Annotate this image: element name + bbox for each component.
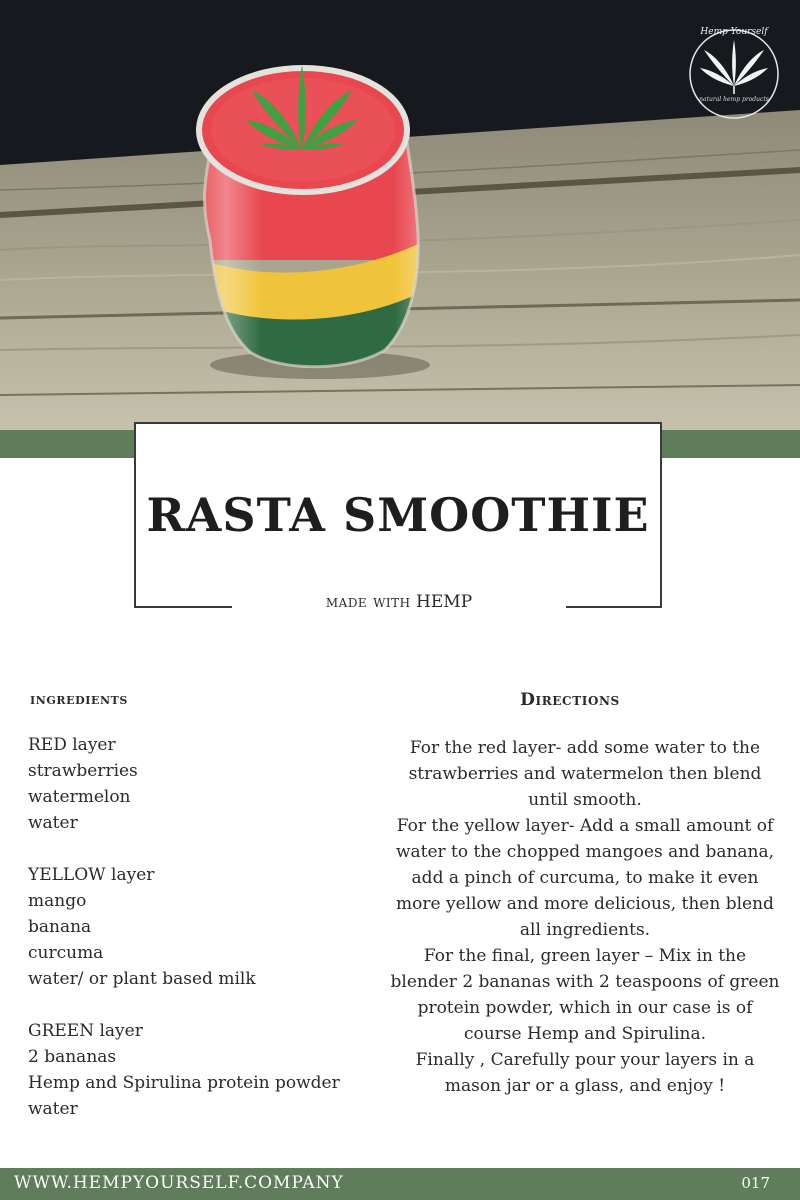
ingredient-item: water/ or plant based milk: [28, 969, 256, 989]
subtitle: [232, 592, 566, 612]
ingredient-item: watermelon: [28, 787, 131, 807]
ingredient-item: Hemp and Spirulina protein powder: [28, 1073, 340, 1093]
ingredient-item: water: [28, 813, 78, 833]
directions-text: [386, 735, 784, 1099]
directions-line: protein powder, which in our case is of: [417, 998, 753, 1018]
directions-line: more yellow and more delicious, then blend: [396, 894, 774, 914]
page-title: RASTA SMOOTHIE: [146, 488, 650, 542]
ingredients-list: [28, 732, 378, 1122]
smoothie-jar-illustration: [0, 0, 800, 432]
list-spacer: [28, 992, 378, 1018]
footer-bar: [0, 1168, 800, 1200]
ingredients-heading: ingredients: [30, 690, 128, 708]
subtitle-highlight: HEMP: [416, 592, 473, 612]
directions-line: until smooth.: [528, 790, 642, 810]
directions-line: course Hemp and Spirulina.: [463, 1024, 707, 1044]
list-spacer: [28, 836, 378, 862]
directions-line: water to the chopped mangoes and banana,: [395, 842, 775, 862]
subtitle-prefix: made with: [325, 592, 411, 612]
layer-label-yellow: YELLOW layer: [28, 865, 155, 885]
directions-line: For the yellow layer- Add a small amount of: [396, 816, 774, 836]
logo-brand: Hemp Yourself: [700, 27, 768, 37]
ingredient-item: water: [28, 1099, 78, 1119]
ingredient-item: strawberries: [28, 761, 138, 781]
directions-line: all ingredients.: [519, 920, 651, 940]
directions-line: add a pinch of curcuma, to make it even: [411, 868, 759, 888]
page-number: 017: [741, 1174, 770, 1192]
directions-line: Finally , Carefully pour your layers in a: [415, 1050, 755, 1070]
directions-line: strawberries and watermelon then blend: [408, 764, 762, 784]
ingredient-item: mango: [28, 891, 87, 911]
logo-tagline: natural hemp products: [699, 96, 769, 103]
directions-line: For the final, green layer – Mix in the: [423, 946, 747, 966]
ingredient-item: curcuma: [28, 943, 104, 963]
directions-line: blender 2 bananas with 2 teaspoons of green: [390, 972, 780, 992]
directions-line: mason jar or a glass, and enjoy !: [444, 1076, 726, 1096]
directions-line: For the red layer- add some water to the: [409, 738, 761, 758]
layer-label-green: GREEN layer: [28, 1021, 143, 1041]
layer-label-red: RED layer: [28, 735, 116, 755]
website-link[interactable]: WWW.HEMPYOURSELF.COMPANY: [14, 1173, 344, 1193]
ingredient-item: banana: [28, 917, 92, 937]
hero-photo: [0, 0, 800, 432]
directions-heading: Directions: [520, 690, 620, 710]
ingredient-item: 2 bananas: [28, 1047, 117, 1067]
